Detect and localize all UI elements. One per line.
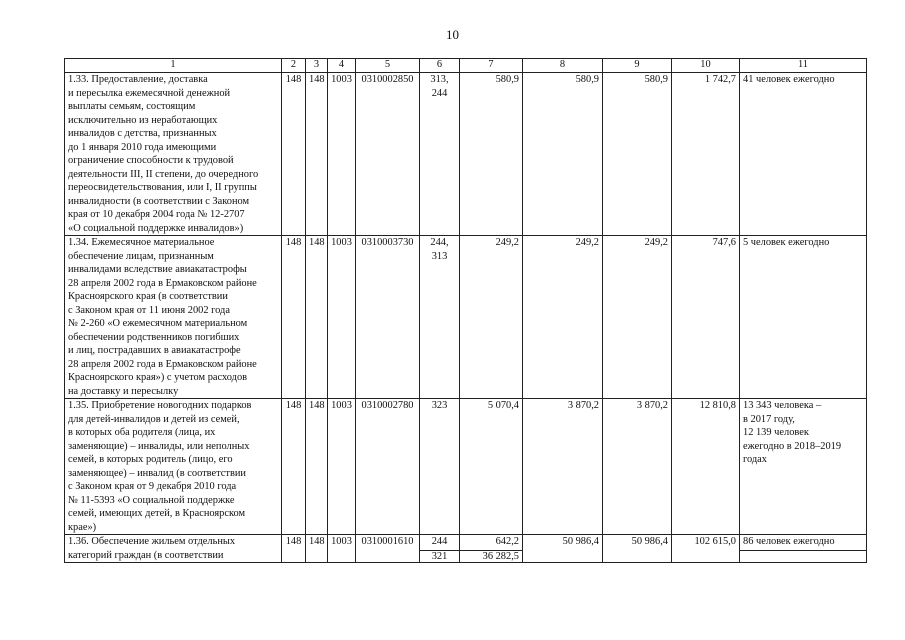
grbs-code: 148 — [306, 236, 328, 399]
amount-year-3: 50 986,4 — [603, 535, 672, 563]
amount-year-1: 36 282,5 — [460, 551, 523, 563]
amount-year-3: 249,2 — [603, 236, 672, 399]
col-header: 4 — [328, 59, 356, 73]
table-row — [65, 399, 867, 535]
budget-table — [64, 58, 867, 563]
grbs-code: 148 — [306, 73, 328, 236]
admin-code: 148 — [282, 73, 306, 236]
amount-year-1: 580,9 — [460, 73, 523, 236]
target-article-code: 0310001610 — [356, 535, 420, 563]
amount-year-3: 580,9 — [603, 73, 672, 236]
col-header: 11 — [740, 59, 867, 73]
expected-result: 13 343 человека – в 2017 году, 12 139 человек ежегодно в 2018–2019 годах — [740, 399, 867, 535]
amount-total: 747,6 — [672, 236, 740, 399]
admin-code: 148 — [282, 535, 306, 563]
grbs-code: 148 — [306, 399, 328, 535]
amount-year-3: 3 870,2 — [603, 399, 672, 535]
section-code: 1003 — [328, 399, 356, 535]
expense-type-code: 313, 244 — [420, 73, 460, 236]
table-row — [65, 73, 867, 236]
target-article-code: 0310003730 — [356, 236, 420, 399]
target-article-code: 0310002850 — [356, 73, 420, 236]
page-number: 10 — [446, 27, 459, 42]
col-header: 9 — [603, 59, 672, 73]
col-header: 5 — [356, 59, 420, 73]
table-row — [65, 236, 867, 399]
expense-type-code: 323 — [420, 399, 460, 535]
expense-type-code: 321 — [420, 551, 460, 563]
col-header: 7 — [460, 59, 523, 73]
col-header: 3 — [306, 59, 328, 73]
section-code: 1003 — [328, 236, 356, 399]
amount-year-1: 642,2 — [460, 535, 523, 551]
header-row — [65, 59, 867, 73]
measure-description: 1.34. Ежемесячное материальное обеспечение лицам, признанным инвалидами вследствие авиакатастрофы 28 апреля 2002 года в Ермаковском районе Красноярского края (в соответствии с Законом края от 11 июня 2002 года № 2-260 «О ежемесячном материальном обеспечении родственников погибших и лиц, пострадавших в авиакатастрофе 28 апреля 2002 года в Ермаковском районе Красноярского края») с учетом расходов на доставку и пересылку — [65, 236, 282, 399]
expected-result: 41 человек ежегодно — [740, 73, 867, 236]
table-row — [65, 535, 867, 551]
expected-result: 86 человек ежегодно — [740, 535, 867, 551]
amount-year-2: 580,9 — [523, 73, 603, 236]
section-code: 1003 — [328, 73, 356, 236]
measure-description: 1.33. Предоставление, доставка и пересылка ежемесячной денежной выплаты семьям, состоящим исключительно из неработающих инвалидов с детства, признанных до 1 января 2010 года имеющими ограничение способности к трудовой деятельности III, II степени, до очередного переосвидетельствования, или I, II группы инвалидности (в соответствии с Законом края от 10 декабря 2004 года № 12-2707 «О социальной поддержке инвалидов») — [65, 73, 282, 236]
col-header: 10 — [672, 59, 740, 73]
amount-year-2: 249,2 — [523, 236, 603, 399]
amount-total: 102 615,0 — [672, 535, 740, 563]
amount-total: 1 742,7 — [672, 73, 740, 236]
col-header: 6 — [420, 59, 460, 73]
target-article-code: 0310002780 — [356, 399, 420, 535]
amount-year-1: 249,2 — [460, 236, 523, 399]
amount-total: 12 810,8 — [672, 399, 740, 535]
grbs-code: 148 — [306, 535, 328, 563]
col-header: 2 — [282, 59, 306, 73]
admin-code: 148 — [282, 399, 306, 535]
measure-description: 1.35. Приобретение новогодних подарков для детей-инвалидов и детей из семей, в которых оба родителя (лица, их заменяющие) – инвалиды, или неполных семей, в которых родитель (лицо, его заменяющее) – инвалид (в соответствии с Законом края от 9 декабря 2010 года № 11-5393 «О социальной поддержке семей, имеющих детей, в Красноярском крае») — [65, 399, 282, 535]
expected-result-empty — [740, 551, 867, 563]
measure-description: 1.36. Обеспечение жильем отдельных категорий граждан (в соответствии — [65, 535, 282, 563]
expense-type-code: 244, 313 — [420, 236, 460, 399]
admin-code: 148 — [282, 236, 306, 399]
expected-result: 5 человек ежегодно — [740, 236, 867, 399]
amount-year-1: 5 070,4 — [460, 399, 523, 535]
expense-type-code: 244 — [420, 535, 460, 551]
section-code: 1003 — [328, 535, 356, 563]
col-header: 1 — [65, 59, 282, 73]
amount-year-2: 50 986,4 — [523, 535, 603, 563]
amount-year-2: 3 870,2 — [523, 399, 603, 535]
col-header: 8 — [523, 59, 603, 73]
